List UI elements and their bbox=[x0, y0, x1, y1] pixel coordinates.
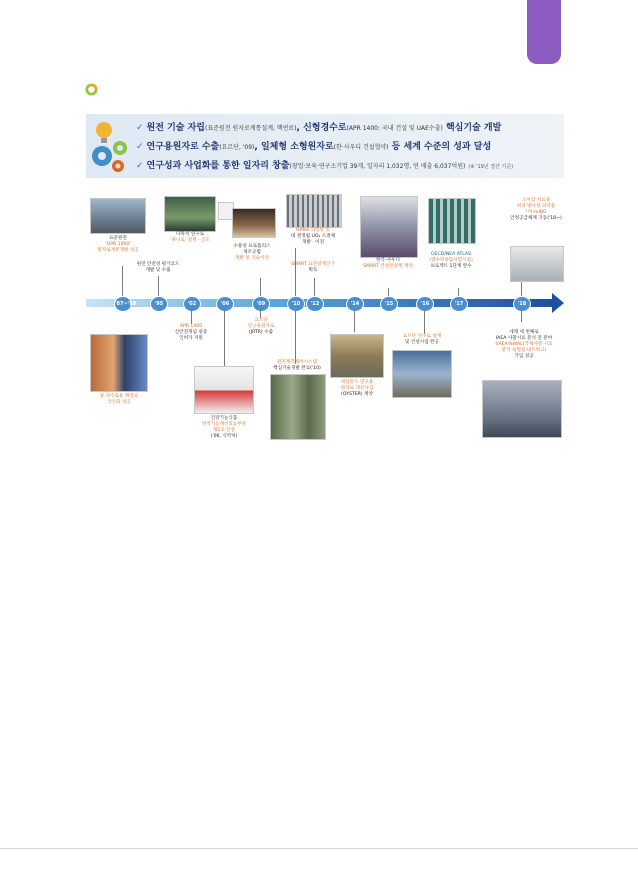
year-marker: '16 bbox=[416, 296, 434, 312]
event-label-safety-code: 원전 안전성 평가코드 개발 및 수출 bbox=[136, 262, 180, 273]
history-timeline bbox=[86, 194, 564, 449]
connector-line bbox=[354, 310, 355, 332]
photo-health-food bbox=[194, 366, 254, 414]
connector-line bbox=[521, 280, 522, 296]
event-label-fuel-localization: 중·경수로용 핵연료 국산화 성공 bbox=[99, 394, 139, 405]
event-label-apr1400: APR 1400 신안전개념 실증 인허가 지원 bbox=[174, 324, 208, 341]
year-marker: '15 bbox=[380, 296, 398, 312]
connector-line bbox=[158, 276, 159, 296]
event-label-hanaro: 다목적 연구로 '하나로' 설계 · 건조 bbox=[170, 232, 210, 243]
connector-line bbox=[521, 310, 522, 322]
connector-line bbox=[424, 310, 425, 334]
connector-line bbox=[260, 278, 261, 296]
event-label-jrtr: 요르단 연구용원자로 (JRTR) 수출 bbox=[247, 318, 275, 335]
event-label-mibg: 소아암 치료용 희귀 방사성 의약품 ¹³¹I-mIBG 안정공급체계 가동('18~) bbox=[510, 198, 562, 221]
photo-nuclear-fuel bbox=[90, 334, 148, 392]
connector-line bbox=[260, 310, 261, 318]
year-marker: '10 bbox=[287, 296, 305, 312]
year-marker: '87~'88 bbox=[114, 296, 132, 312]
photo-hanaro-reactor bbox=[164, 196, 216, 232]
year-marker: '95 bbox=[150, 296, 168, 312]
connector-line bbox=[314, 278, 315, 296]
photo-control-system bbox=[270, 374, 326, 440]
event-label-jordan-complete: 요르단 연구로 설계 및 건설사업 완공 bbox=[402, 334, 442, 345]
event-label-oyster: 네덜란드 연구용 원자로 개선사업 (OYSTER) 계약 bbox=[340, 380, 374, 397]
summary-line-2: ✓ 연구용원자로 수출(요르단, '09), 일체형 소형원자로(한·사우디 건설협약) 등 세계 수준의 성과 달성 bbox=[136, 142, 492, 152]
check-icon: ✓ bbox=[136, 161, 144, 171]
year-marker: '14 bbox=[346, 296, 364, 312]
event-label-prothrombin: 수용성 프로톨리스 제조공법 개발 및 기술이전 bbox=[233, 244, 271, 261]
event-label-health-food: 건강기능식품 면역기능개선효능부분 제1호 인증 ('06, 식약처) bbox=[201, 416, 247, 439]
photo-iaea-lab bbox=[482, 380, 562, 438]
event-label-hana-cladding: HANA 피복관 및 대 결정립 UO₂ 소결체 개발 · 이전 bbox=[290, 228, 336, 245]
connector-line bbox=[224, 310, 225, 368]
photo-smart-reactor bbox=[360, 196, 418, 258]
photo-fuel-rods bbox=[286, 194, 342, 228]
event-label-atlas: OECD/NEA ATLAS (열수력종합시험시설) 프로젝트 1단계 완수 bbox=[429, 252, 473, 269]
year-marker: '18 bbox=[513, 296, 531, 312]
connector-line bbox=[458, 288, 459, 296]
year-marker: '09 bbox=[252, 296, 270, 312]
event-label-iaea: 세계 세 번째로 IAEA 사찰시료 분석 전 분야 (IAEA-NWAL(국제사찰 시료 분석 실험실 네트워크) 가입 성공 bbox=[495, 330, 553, 359]
year-marker: '06 bbox=[216, 296, 234, 312]
connector-line bbox=[191, 310, 192, 324]
photo-prothrombin-product bbox=[232, 208, 276, 238]
check-icon: ✓ bbox=[136, 123, 144, 133]
section-ring-icon bbox=[85, 83, 98, 96]
event-label-smart-approval: SMART 표준설계인가 획득 bbox=[291, 262, 335, 273]
event-label-korea-saudi: 한국-사우디 SMART 건설전설계 계약 bbox=[363, 258, 413, 269]
photo-atlas-facility bbox=[428, 198, 476, 244]
year-marker: '02 bbox=[183, 296, 201, 312]
timeline-arrow-icon bbox=[552, 293, 564, 313]
connector-line bbox=[295, 310, 296, 364]
year-marker: '12 bbox=[306, 296, 324, 312]
chapter-tab bbox=[527, 0, 561, 64]
connector-line bbox=[122, 266, 123, 296]
summary-line-1: ✓ 원전 기술 자립(표준원전 원자로계통설계, 핵연료), 신형경수로(APR 1400: 국내 건설 및 UAE수출) 핵심기술 개발 bbox=[136, 123, 502, 133]
year-marker: '17 bbox=[450, 296, 468, 312]
photo-jordan-reactor bbox=[392, 350, 452, 398]
check-icon: ✓ bbox=[136, 142, 144, 152]
connector-line bbox=[388, 288, 389, 296]
summary-box bbox=[86, 114, 564, 178]
event-label-ic-system: 원전계측제어시스템 핵심기술개발 완료('10) bbox=[273, 360, 321, 371]
footer-divider bbox=[0, 848, 638, 849]
photo-medical-isotope bbox=[510, 246, 564, 282]
photo-power-plant bbox=[90, 198, 146, 234]
innovation-gears-icon bbox=[88, 116, 132, 176]
event-label-opr1000: 표준원전 'OPR 1000' 원자로계통개발 성공 bbox=[97, 236, 139, 253]
summary-line-3: ✓ 연구성과 사업화를 통한 일자리 창출(창업·보육·연구소기업 39개, 일자리 1,032명, 연 매출 6,037억원) (※ '19년 결산 기준) bbox=[136, 161, 514, 171]
photo-netherlands-reactor bbox=[330, 334, 384, 378]
